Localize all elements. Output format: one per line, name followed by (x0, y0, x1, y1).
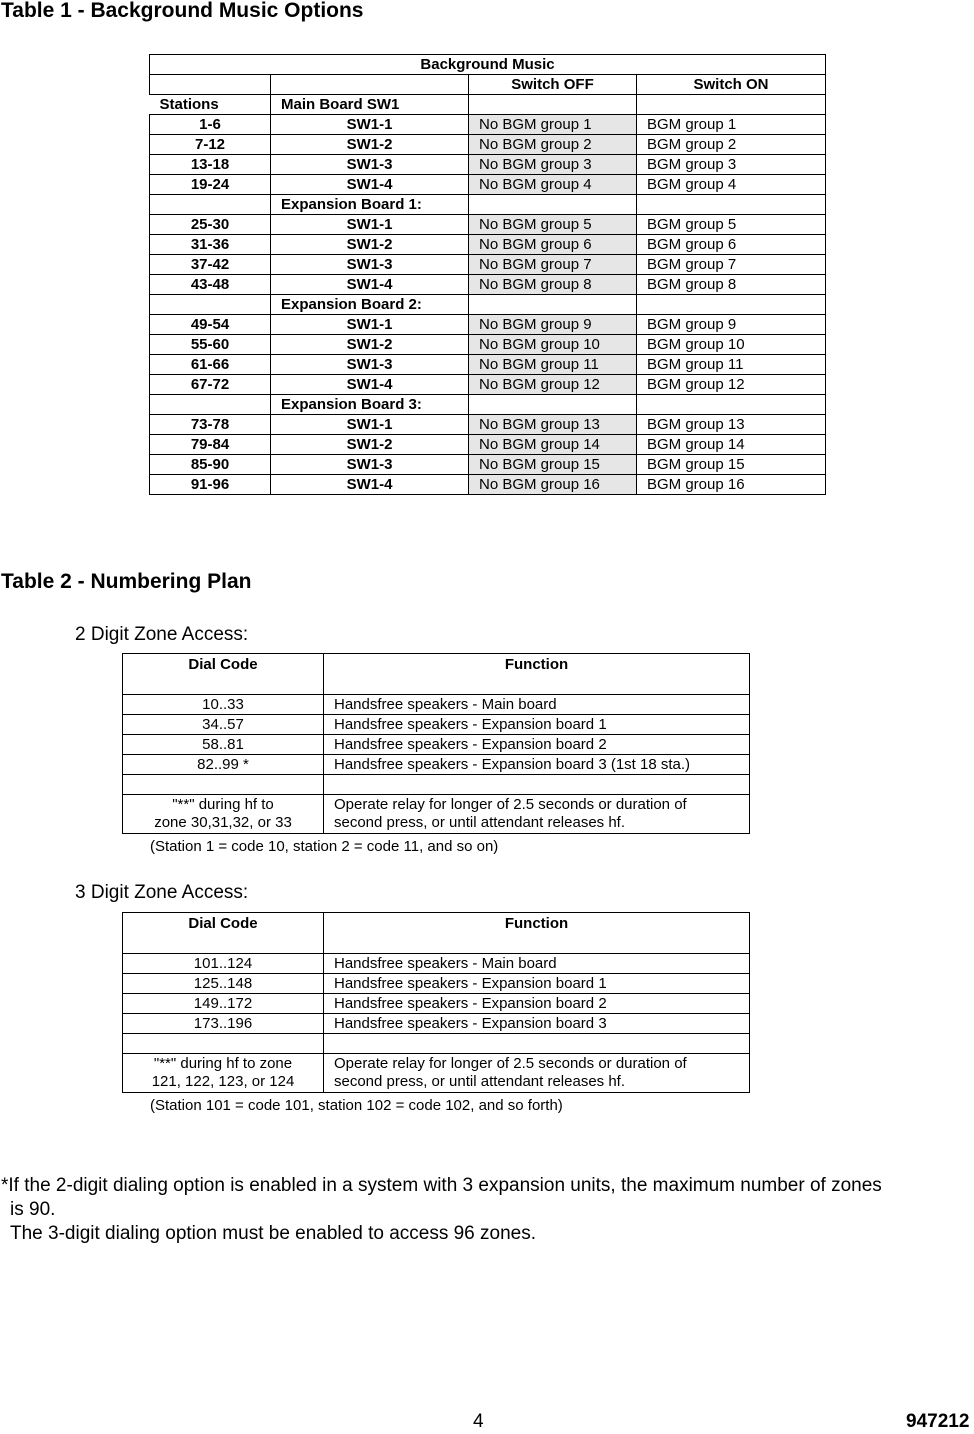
switch-cell: SW1-4 (271, 375, 469, 395)
three-digit-note: (Station 101 = code 101, station 102 = code 102, and so forth) (150, 1097, 563, 1114)
function-cell: Handsfree speakers - Expansion board 3 (1st 18 sta.) (324, 755, 750, 775)
switch-on-cell: BGM group 2 (637, 135, 826, 155)
table-row (150, 455, 826, 475)
table-row (150, 215, 826, 235)
switch-cell: SW1-3 (271, 455, 469, 475)
switch-off-cell: No BGM group 8 (469, 275, 637, 295)
three-digit-table (122, 912, 750, 1093)
table-row (123, 715, 750, 735)
stations-cell: 31-36 (150, 235, 271, 255)
section-row (150, 395, 826, 415)
switch-on-cell: BGM group 12 (637, 375, 826, 395)
table2-heading: Table 2 - Numbering Plan (1, 570, 252, 593)
switch-cell: SW1-2 (271, 435, 469, 455)
table-row (123, 974, 750, 994)
table-row (150, 115, 826, 135)
switch-on-cell: BGM group 16 (637, 475, 826, 495)
dial-code-cell: 149..172 (123, 994, 324, 1014)
col-dial-code: Dial Code (123, 913, 324, 954)
switch-cell: SW1-2 (271, 235, 469, 255)
switch-on-cell: BGM group 9 (637, 315, 826, 335)
col-switch-on: Switch ON (637, 75, 826, 95)
function-cell: Handsfree speakers - Expansion board 2 (324, 735, 750, 755)
stations-cell: 67-72 (150, 375, 271, 395)
switch-cell: SW1-1 (271, 115, 469, 135)
footnote-line1: *If the 2-digit dialing option is enabled in a system with 3 expansion units, the maximum number of zones (1, 1175, 882, 1196)
table-row (123, 994, 750, 1014)
switch-off-cell: No BGM group 12 (469, 375, 637, 395)
page-number: 4 (473, 1411, 484, 1432)
table-row (150, 435, 826, 455)
function-cell: Handsfree speakers - Expansion board 2 (324, 994, 750, 1014)
switch-off-cell: No BGM group 13 (469, 415, 637, 435)
table-row (123, 735, 750, 755)
bgm-table-title: Background Music (150, 55, 826, 75)
table-row (150, 475, 826, 495)
stations-cell: 49-54 (150, 315, 271, 335)
switch-cell: SW1-1 (271, 415, 469, 435)
bgm-table-body (150, 115, 826, 495)
switch-on-cell: BGM group 5 (637, 215, 826, 235)
dial-code-cell: 82..99 * (123, 755, 324, 775)
switch-off-cell: No BGM group 16 (469, 475, 637, 495)
stations-cell: 61-66 (150, 355, 271, 375)
switch-on-cell: BGM group 10 (637, 335, 826, 355)
switch-on-cell: BGM group 8 (637, 275, 826, 295)
table-row (150, 335, 826, 355)
table-row (150, 415, 826, 435)
switch-on-cell: BGM group 1 (637, 115, 826, 135)
dial-code-cell: 58..81 (123, 735, 324, 755)
switch-cell: SW1-3 (271, 355, 469, 375)
stations-cell: 25-30 (150, 215, 271, 235)
two-digit-subheading: 2 Digit Zone Access: (75, 624, 249, 645)
table-row (150, 315, 826, 335)
stations-cell: 37-42 (150, 255, 271, 275)
switch-cell: SW1-4 (271, 175, 469, 195)
table-row (150, 275, 826, 295)
switch-cell: SW1-4 (271, 275, 469, 295)
footnote-line2: is 90. (10, 1199, 56, 1220)
table-row (150, 135, 826, 155)
table-row (123, 695, 750, 715)
switch-cell: SW1-1 (271, 315, 469, 335)
stations-cell: 13-18 (150, 155, 271, 175)
dial-code-cell: 34..57 (123, 715, 324, 735)
switch-off-cell: No BGM group 15 (469, 455, 637, 475)
three-digit-subheading: 3 Digit Zone Access: (75, 882, 249, 903)
col-stations: Stations (150, 95, 271, 115)
table-row (150, 175, 826, 195)
switch-off-cell: No BGM group 11 (469, 355, 637, 375)
col-dial-code: Dial Code (123, 654, 324, 695)
switch-cell: SW1-3 (271, 155, 469, 175)
switch-off-cell: No BGM group 14 (469, 435, 637, 455)
function-cell: Handsfree speakers - Expansion board 1 (324, 974, 750, 994)
table-row (123, 1014, 750, 1034)
stations-cell: 19-24 (150, 175, 271, 195)
section-row (150, 195, 826, 215)
footnote-line3: The 3-digit dialing option must be enabled to access 96 zones. (10, 1223, 536, 1244)
switch-on-cell: BGM group 7 (637, 255, 826, 275)
stations-cell: 55-60 (150, 335, 271, 355)
dial-code-cell: 10..33 (123, 695, 324, 715)
section-label: Expansion Board 1: (271, 195, 469, 215)
two-digit-note: (Station 1 = code 10, station 2 = code 11, and so on) (150, 838, 499, 855)
switch-on-cell: BGM group 6 (637, 235, 826, 255)
switch-off-cell: No BGM group 6 (469, 235, 637, 255)
switch-cell: SW1-4 (271, 475, 469, 495)
dial-code-cell: 173..196 (123, 1014, 324, 1034)
table-row (150, 235, 826, 255)
stations-cell: 1-6 (150, 115, 271, 135)
dial-code-cell: 125..148 (123, 974, 324, 994)
function-cell: Handsfree speakers - Expansion board 3 (324, 1014, 750, 1034)
switch-off-cell: No BGM group 10 (469, 335, 637, 355)
section-label: Expansion Board 3: (271, 395, 469, 415)
table-row (123, 755, 750, 775)
table-row (150, 255, 826, 275)
function-cell: Handsfree speakers - Main board (324, 695, 750, 715)
stations-cell: 91-96 (150, 475, 271, 495)
table-row (123, 954, 750, 974)
switch-off-cell: No BGM group 1 (469, 115, 637, 135)
switch-off-cell: No BGM group 3 (469, 155, 637, 175)
switch-off-cell: No BGM group 9 (469, 315, 637, 335)
switch-cell: SW1-2 (271, 335, 469, 355)
col-function: Function (324, 654, 750, 695)
switch-on-cell: BGM group 13 (637, 415, 826, 435)
function-cell: Handsfree speakers - Main board (324, 954, 750, 974)
function-cell: Handsfree speakers - Expansion board 1 (324, 715, 750, 735)
table-row (150, 155, 826, 175)
doc-number: 947212 (906, 1411, 970, 1432)
stations-cell: 73-78 (150, 415, 271, 435)
switch-on-cell: BGM group 3 (637, 155, 826, 175)
switch-off-cell: No BGM group 7 (469, 255, 637, 275)
table-row (150, 355, 826, 375)
section-row (150, 295, 826, 315)
dial-code-cell: 101..124 (123, 954, 324, 974)
stations-cell: 43-48 (150, 275, 271, 295)
table-row (150, 375, 826, 395)
col-main-board: Main Board SW1 (271, 95, 469, 115)
two-digit-table (122, 653, 750, 834)
switch-off-cell: No BGM group 2 (469, 135, 637, 155)
switch-on-cell: BGM group 4 (637, 175, 826, 195)
switch-cell: SW1-2 (271, 135, 469, 155)
relay-code: "**" during hf to zone 121, 122, 123, or 124 (123, 1054, 324, 1093)
relay-function: Operate relay for longer of 2.5 seconds or duration of second press, or until attendant releases hf. (324, 795, 750, 834)
switch-on-cell: BGM group 14 (637, 435, 826, 455)
stations-cell: 7-12 (150, 135, 271, 155)
switch-cell: SW1-3 (271, 255, 469, 275)
section-label: Expansion Board 2: (271, 295, 469, 315)
bgm-table (149, 54, 826, 495)
switch-off-cell: No BGM group 5 (469, 215, 637, 235)
col-function: Function (324, 913, 750, 954)
switch-on-cell: BGM group 11 (637, 355, 826, 375)
switch-off-cell: No BGM group 4 (469, 175, 637, 195)
stations-cell: 79-84 (150, 435, 271, 455)
stations-cell: 85-90 (150, 455, 271, 475)
switch-on-cell: BGM group 15 (637, 455, 826, 475)
table1-heading: Table 1 - Background Music Options (1, 0, 364, 22)
switch-cell: SW1-1 (271, 215, 469, 235)
relay-code: "**" during hf to zone 30,31,32, or 33 (123, 795, 324, 834)
col-switch-off: Switch OFF (469, 75, 637, 95)
relay-function: Operate relay for longer of 2.5 seconds or duration of second press, or until attendant releases hf. (324, 1054, 750, 1093)
